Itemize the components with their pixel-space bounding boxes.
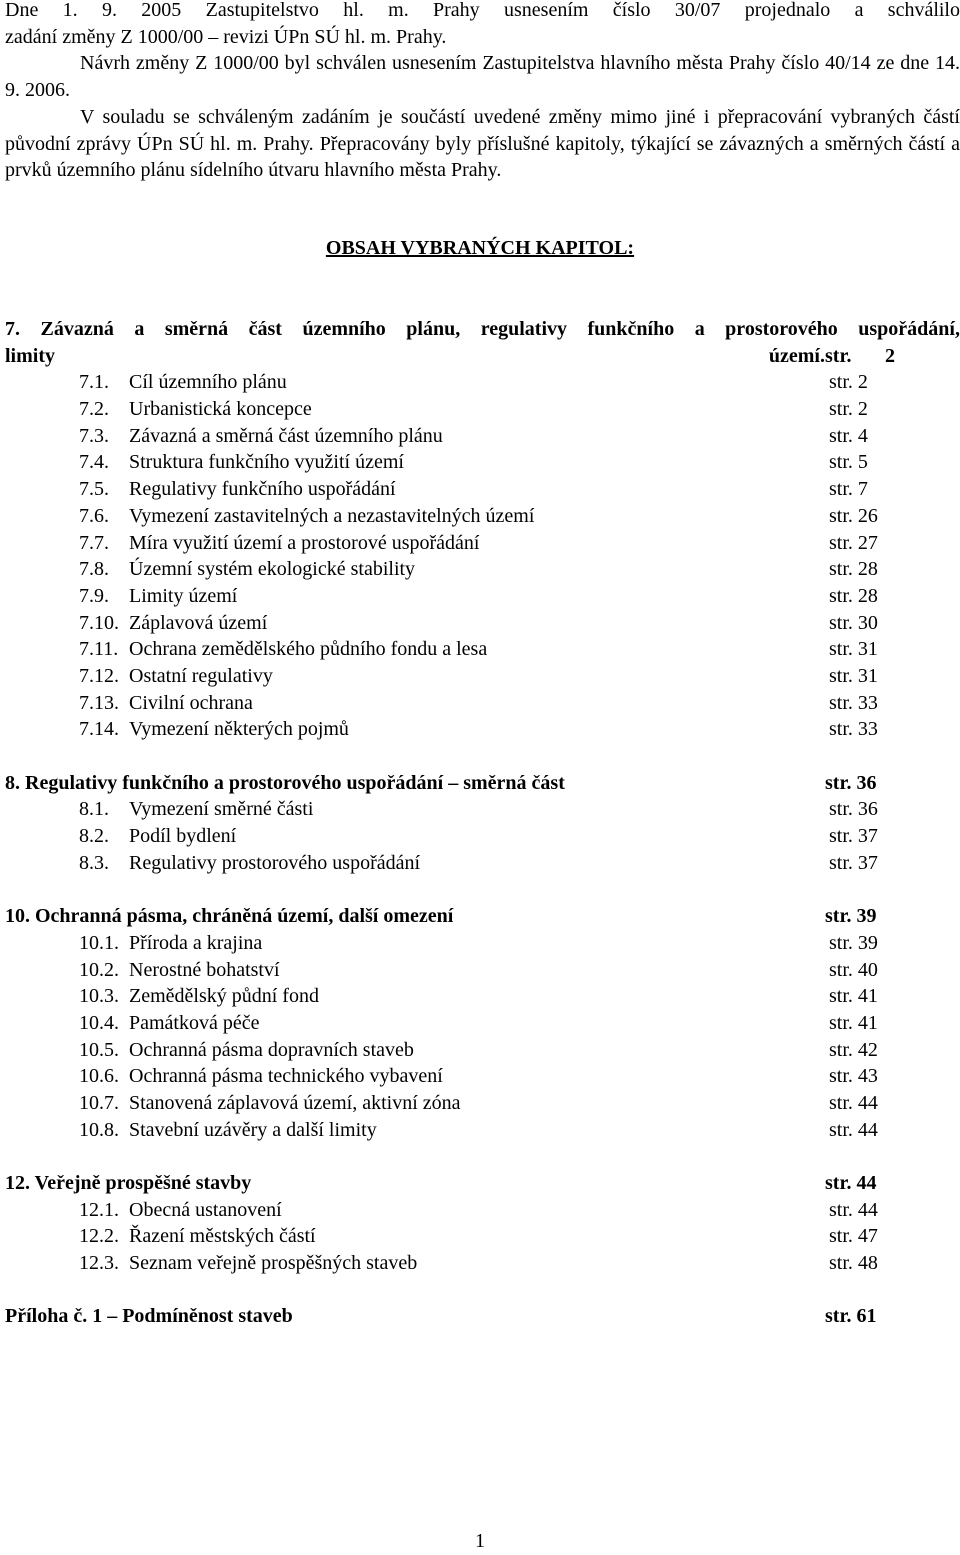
toc-item [5, 850, 960, 877]
toc-item-number: 7.3. [79, 424, 109, 447]
toc-spacer [5, 1277, 960, 1304]
toc-item-page: str. 33 [829, 718, 878, 741]
toc-item-page: str. 36 [829, 798, 878, 821]
toc-item-number: 10.5. [79, 1038, 119, 1061]
toc-item-label: Řazení městských částí [129, 1225, 316, 1248]
toc-item-number: 7.11. [79, 638, 119, 661]
toc-spacer [5, 1143, 960, 1170]
toc-item-label: Ochranná pásma technického vybavení [129, 1065, 443, 1088]
toc-item [5, 796, 960, 823]
toc-item-label: Závazná a směrná část územního plánu [129, 424, 443, 447]
toc-chapter-label: Příloha č. 1 – Podmíněnost staveb [5, 1305, 293, 1328]
toc-item-label: Struktura funkčního využití území [129, 451, 404, 474]
toc-chapter-page: str. 61 [825, 1305, 877, 1328]
toc-item-page: str. 4 [829, 424, 868, 447]
toc-item-number: 10.2. [79, 958, 119, 981]
toc-item [5, 503, 960, 530]
toc-heading: OBSAH VYBRANÝCH KAPITOL: [325, 237, 635, 259]
toc-item-page: str. 31 [829, 638, 878, 661]
toc-item-page: str. 41 [829, 985, 878, 1008]
toc-item-page: str. 2 [829, 371, 868, 394]
toc-item [5, 823, 960, 850]
toc-item-page: str. 31 [829, 664, 878, 687]
toc-item [5, 396, 960, 423]
toc-item [5, 690, 960, 717]
toc-chapter-title [5, 903, 960, 930]
toc-item-label: Stanovená záplavová území, aktivní zóna [129, 1091, 461, 1114]
toc-item [5, 1197, 960, 1224]
toc-item-number: 10.6. [79, 1065, 119, 1088]
toc-item-page: str. 39 [829, 931, 878, 954]
toc-item [5, 1037, 960, 1064]
toc-item-label: Stavební uzávěry a další limity [129, 1118, 377, 1141]
toc-item-number: 7.9. [79, 584, 109, 607]
toc-item-number: 7.5. [79, 478, 109, 501]
toc-item-label: Míra využití území a prostorové uspořádání [129, 531, 480, 554]
toc-item-page: str. 44 [829, 1198, 878, 1221]
toc-item [5, 449, 960, 476]
toc-item-number: 8.1. [79, 798, 109, 821]
toc-chapter-title [5, 770, 960, 797]
intro-paragraph-1-line-1: Dne 1. 9. 2005 Zastupitelstvo hl. m. Prahy usnesením číslo 30/07 projednalo a schválilo [5, 0, 960, 21]
toc-chapter-page: str. 36 [825, 771, 877, 794]
toc-item-number: 7.14. [79, 718, 119, 741]
toc-item-number: 12.3. [79, 1252, 119, 1275]
intro-section [5, 0, 960, 184]
toc-item-number: 7.6. [79, 504, 109, 527]
toc-chapter-title [5, 316, 960, 369]
toc-item-label: Vymezení některých pojmů [129, 718, 349, 741]
toc-chapter-title [5, 1303, 960, 1330]
intro-paragraph-3: V souladu se schváleným zadáním je součástí uvedené změny mimo jiné i přepracování vybraných částí původní zprávy ÚPn SÚ hl. m. Prahy. Přepracovány byly příslušné kapitoly, týkající se závazných a směrných částí a prvků územního plánu sídelního útvaru hlavního města Prahy. [5, 105, 960, 182]
toc-item-label: Zemědělský půdní fond [129, 985, 319, 1008]
toc-item-label: Vymezení zastavitelných a nezastavitelných území [129, 504, 535, 527]
toc-chapter-title-line-1: 7. Závazná a směrná část územního plánu, regulativy funkčního a prostorového uspořádání, [5, 318, 960, 340]
toc-item [5, 1063, 960, 1090]
toc-item-number: 12.2. [79, 1225, 119, 1248]
toc-item-number: 10.8. [79, 1118, 119, 1141]
toc-chapter-page: str. 2 [825, 344, 895, 367]
intro-paragraph-1-line-2: zadání změny Z 1000/00 – revizi ÚPn SÚ hl. m. Prahy. [5, 25, 447, 48]
toc-item-label: Cíl územního plánu [129, 371, 287, 394]
toc-item [5, 1117, 960, 1144]
toc-chapter-page: str. 44 [825, 1172, 877, 1195]
toc-item [5, 957, 960, 984]
toc-item-page: str. 30 [829, 611, 878, 634]
toc-item-label: Seznam veřejně prospěšných staveb [129, 1252, 418, 1275]
toc-item-number: 7.4. [79, 451, 109, 474]
toc-item-number: 10.4. [79, 1011, 119, 1034]
toc-item-page: str. 28 [829, 558, 878, 581]
toc-item-number: 7.12. [79, 664, 119, 687]
toc-item-label: Památková péče [129, 1011, 260, 1034]
toc-item-page: str. 47 [829, 1225, 878, 1248]
toc-item-page: str. 48 [829, 1252, 878, 1275]
table-of-contents [5, 316, 960, 1330]
toc-item [5, 930, 960, 957]
toc-item-page: str. 7 [829, 478, 868, 501]
toc-item-label: Podíl bydlení [129, 825, 237, 848]
toc-item [5, 716, 960, 743]
toc-item-page: str. 43 [829, 1065, 878, 1088]
toc-item [5, 476, 960, 503]
toc-item [5, 610, 960, 637]
toc-item-number: 7.7. [79, 531, 109, 554]
toc-item-label: Ochranná pásma dopravních staveb [129, 1038, 414, 1061]
toc-item-label: Obecná ustanovení [129, 1198, 282, 1221]
toc-item-page: str. 37 [829, 851, 878, 874]
toc-item-label: Limity území [129, 584, 238, 607]
toc-item-page: str. 40 [829, 958, 878, 981]
toc-item-page: str. 41 [829, 1011, 878, 1034]
toc-item-page: str. 42 [829, 1038, 878, 1061]
toc-item-label: Ochrana zemědělského půdního fondu a lesa [129, 638, 488, 661]
toc-item-page: str. 2 [829, 398, 868, 421]
toc-item-page: str. 27 [829, 531, 878, 554]
toc-chapter-label: 10. Ochranná pásma, chráněná území, další omezení [5, 905, 454, 928]
toc-item-number: 10.3. [79, 985, 119, 1008]
toc-item [5, 663, 960, 690]
toc-item-label: Regulativy prostorového uspořádání [129, 851, 421, 874]
toc-item [5, 369, 960, 396]
toc-item-page: str. 44 [829, 1118, 878, 1141]
toc-item-label: Vymezení směrné části [129, 798, 314, 821]
toc-chapter-title-line-2 [5, 343, 960, 370]
toc-item-page: str. 26 [829, 504, 878, 527]
toc-item-number: 7.13. [79, 691, 119, 714]
toc-spacer [5, 876, 960, 903]
toc-item-label: Záplavová území [129, 611, 268, 634]
toc-chapter-page: str. 39 [825, 905, 877, 928]
toc-item-label: Civilní ochrana [129, 691, 253, 714]
toc-item-label: Územní systém ekologické stability [129, 558, 416, 581]
toc-item-label: Nerostné bohatství [129, 958, 280, 981]
toc-item [5, 583, 960, 610]
toc-item [5, 1223, 960, 1250]
toc-chapter-label: 12. Veřejně prospěšné stavby [5, 1172, 252, 1195]
toc-item-number: 7.1. [79, 371, 109, 394]
toc-item-number: 8.3. [79, 851, 109, 874]
toc-chapter-label: limity území. [5, 344, 825, 367]
toc-item-number: 10.7. [79, 1091, 119, 1114]
toc-item [5, 1250, 960, 1277]
toc-item [5, 423, 960, 450]
toc-chapter-label: 8. Regulativy funkčního a prostorového uspořádání – směrná část [5, 771, 565, 794]
page-number: 1 [475, 1530, 485, 1552]
toc-item-number: 10.1. [79, 931, 119, 954]
toc-item-page: str. 44 [829, 1091, 878, 1114]
toc-item-number: 7.8. [79, 558, 109, 581]
toc-item-label: Regulativy funkčního uspořádání [129, 478, 396, 501]
toc-item [5, 556, 960, 583]
toc-item-label: Příroda a krajina [129, 931, 263, 954]
toc-item [5, 983, 960, 1010]
toc-item [5, 1090, 960, 1117]
toc-item-page: str. 37 [829, 825, 878, 848]
toc-item-page: str. 28 [829, 584, 878, 607]
toc-item-number: 7.2. [79, 398, 109, 421]
toc-item [5, 636, 960, 663]
toc-item [5, 1010, 960, 1037]
toc-item-number: 8.2. [79, 825, 109, 848]
toc-item-label: Ostatní regulativy [129, 664, 273, 687]
toc-item-page: str. 5 [829, 451, 868, 474]
toc-item-page: str. 33 [829, 691, 878, 714]
toc-chapter-title [5, 1170, 960, 1197]
toc-item-number: 7.10. [79, 611, 119, 634]
toc-item-number: 12.1. [79, 1198, 119, 1221]
toc-item-label: Urbanistická koncepce [129, 398, 312, 421]
toc-spacer [5, 743, 960, 770]
intro-paragraph-2: Návrh změny Z 1000/00 byl schválen usnesením Zastupitelstva hlavního města Prahy číslo 40/14 ze dne 14. 9. 2006. [5, 52, 960, 102]
toc-item [5, 530, 960, 557]
